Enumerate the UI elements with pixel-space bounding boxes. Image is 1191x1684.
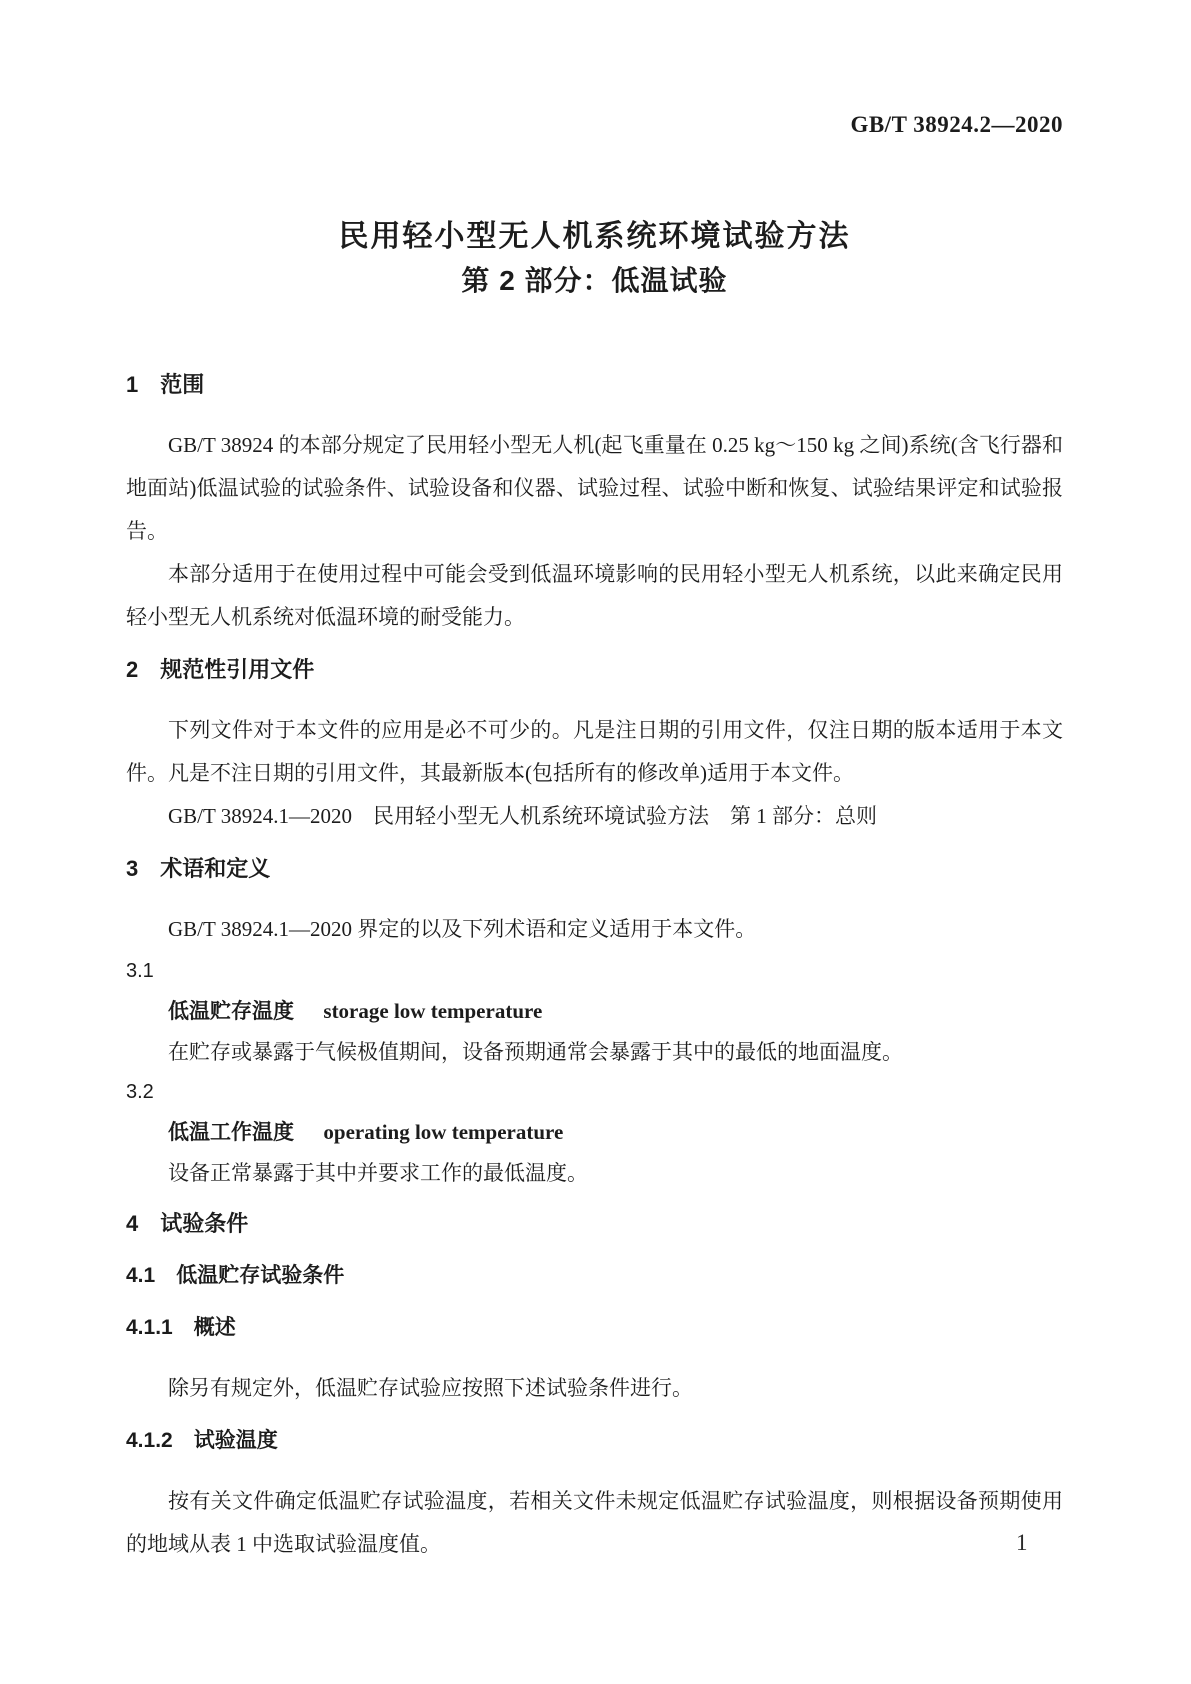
term-entry-3-1 <box>126 951 1063 1072</box>
page-number: 1 <box>1016 1530 1028 1555</box>
term-entry-3-2 <box>126 1072 1063 1193</box>
document-title-line2: 第 2 部分：低温试验 <box>461 265 728 296</box>
term-title-line <box>126 991 1063 1032</box>
clause-2-heading: 2 规范性引用文件 <box>126 657 315 682</box>
clause-2-paragraph-1: 下列文件对于本文件的应用是必不可少的。凡是注日期的引用文件，仅注日期的版本适用于本文件。凡是不注日期的引用文件，其最新版本(包括所有的修改单)适用于本文件。 <box>126 718 1063 785</box>
document-title-line1: 民用轻小型无人机系统环境试验方法 <box>338 220 851 253</box>
clause-4-1-heading: 4.1 低温贮存试验条件 <box>126 1264 345 1287</box>
term-name-zh: 低温贮存温度 <box>168 1000 294 1023</box>
term-definition: 设备正常暴露于其中并要求工作的最低温度。 <box>168 1161 588 1185</box>
term-number: 3.2 <box>126 1081 154 1103</box>
clause-3-paragraph-1: GB/T 38924.1—2020 界定的以及下列术语和定义适用于本文件。 <box>168 917 757 941</box>
standard-number-header: GB/T 38924.2—2020 <box>850 112 1063 137</box>
clause-1-heading: 1 范围 <box>126 372 205 397</box>
term-name-en: operating low temperature <box>323 1120 564 1144</box>
term-title-line <box>126 1112 1063 1153</box>
term-name-zh: 低温工作温度 <box>168 1121 294 1144</box>
term-number: 3.1 <box>126 960 154 982</box>
clause-1-paragraph-2: 本部分适用于在使用过程中可能会受到低温环境影响的民用轻小型无人机系统，以此来确定民用轻小型无人机系统对低温环境的耐受能力。 <box>126 562 1063 629</box>
clause-4-1-1-heading: 4.1.1 概述 <box>126 1316 236 1339</box>
term-definition: 在贮存或暴露于气候极值期间，设备预期通常会暴露于其中的最低的地面温度。 <box>168 1040 903 1064</box>
clause-1-paragraph-1: GB/T 38924 的本部分规定了民用轻小型无人机(起飞重量在 0.25 kg～150 kg 之间)系统(含飞行器和地面站)低温试验的试验条件、试验设备和仪器、试验过程、试验中断和恢复、试验结果评定和试验报告。 <box>126 433 1063 543</box>
clause-4-1-1-paragraph-1: 除另有规定外，低温贮存试验应按照下述试验条件进行。 <box>168 1376 693 1400</box>
clause-3-heading: 3 术语和定义 <box>126 856 271 881</box>
clause-4-1-2-paragraph-1: 按有关文件确定低温贮存试验温度，若相关文件未规定低温贮存试验温度，则根据设备预期使用的地域从表 1 中选取试验温度值。 <box>126 1489 1063 1556</box>
document-title <box>126 220 1063 298</box>
clause-4-heading: 4 试验条件 <box>126 1211 249 1236</box>
term-name-en: storage low temperature <box>323 999 543 1023</box>
clause-4-1-2-heading: 4.1.2 试验温度 <box>126 1429 278 1452</box>
normative-reference-item: GB/T 38924.1—2020 民用轻小型无人机系统环境试验方法 第 1 部分：总则 <box>168 804 877 828</box>
